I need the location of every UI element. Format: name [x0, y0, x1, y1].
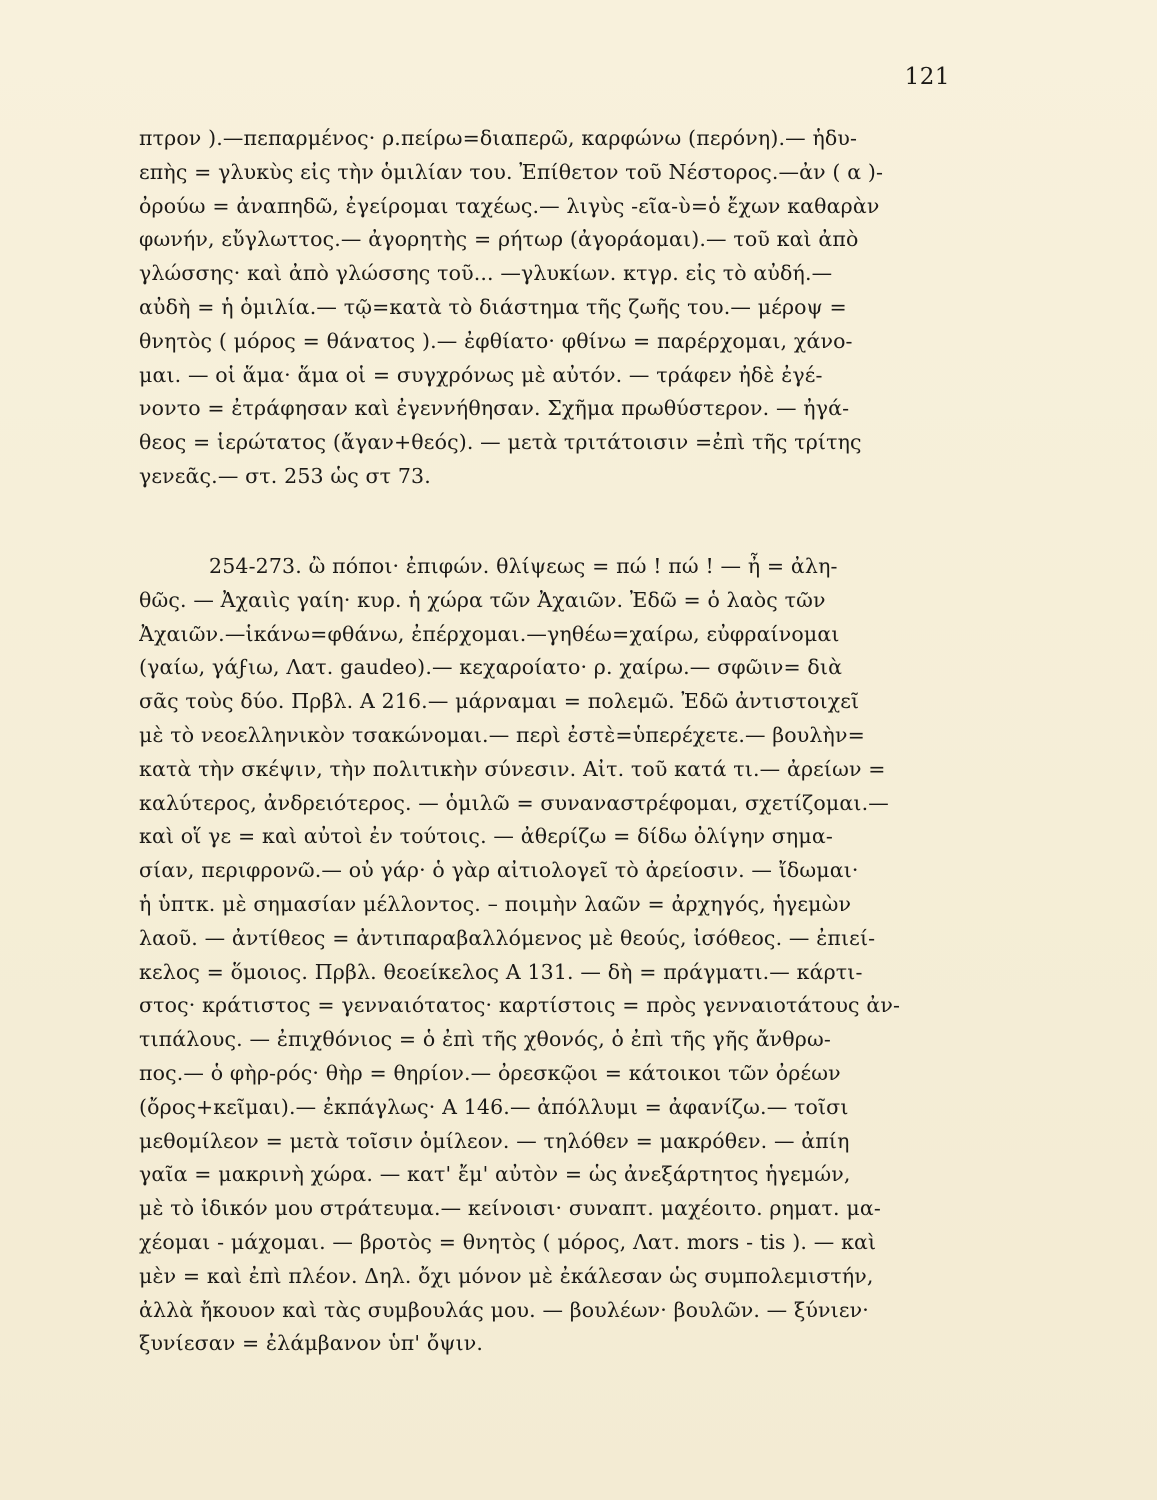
text-line: αὐδὴ = ἡ ὁμιλία.— τῷ=κατὰ τὸ διάστημα τῆς ζωῆς του.— μέροψ =: [139, 294, 847, 319]
text-line: πος.— ὁ φὴρ-ρός· θὴρ = θηρίον.— ὀρεσκῷοι = κάτοικοι τῶν ὀρέων: [139, 1060, 841, 1085]
text-line: γενεᾶς.— στ. 253 ὡς στ 73.: [139, 463, 431, 488]
text-line: σᾶς τοὺς δύο. Πρβλ. Α 216.— μάρναμαι = πολεμῶ. Ἐδῶ ἀντιστοιχεῖ: [139, 689, 860, 714]
text-line: θῶς. — Ἀχαιὶς γαίη· κυρ. ἡ χώρα τῶν Ἀχαιῶν. Ἐδῶ = ὁ λαὸς τῶν: [139, 587, 826, 612]
text-line: καλύτερος, ἀνδρειότερος. — ὁμιλῶ = συναναστρέφομαι, σχετίζομαι.—: [139, 790, 889, 815]
text-line: μεθομίλεον = μετὰ τοῖσιν ὁμίλεον. — τηλόθεν = μακρόθεν. — ἀπίη: [139, 1128, 850, 1153]
paragraph-commentary-2: [139, 550, 981, 1361]
text-line: ἡ ὑπτκ. μὲ σημασίαν μέλλοντος. – ποιμὴν λαῶν = ἀρχηγός, ἡγεμὼν: [139, 891, 852, 916]
text-line: στος· κράτιστος = γενναιότατος· καρτίστοις = πρὸς γενναιοτάτους ἀν-: [139, 993, 901, 1018]
text-line: καὶ οἵ γε = καὶ αὐτοὶ ἐν τούτοις. — ἀθερίζω = δίδω ὀλίγην σημα-: [139, 824, 833, 849]
text-line: κατὰ τὴν σκέψιν, τὴν πολιτικὴν σύνεσιν. Αἰτ. τοῦ κατά τι.— ἀρείων =: [139, 756, 886, 781]
text-line: τιπάλους. — ἐπιχθόνιος = ὁ ἐπὶ τῆς χθονός, ὁ ἐπὶ τῆς γῆς ἄνθρω-: [139, 1027, 831, 1052]
text-line: πτρον ).—πεπαρμένος· ρ.πείρω=διαπερῶ, καρφώνω (περόνη).— ἡδυ-: [139, 126, 858, 150]
text-line: (γαίω, γάϝιω, Λατ. gaudeo).— κεχαροίατο· ρ. χαίρω.— σφῶιν= διὰ: [139, 655, 843, 680]
text-line: γλώσσης· καὶ ἀπὸ γλώσσης τοῦ... —γλυκίων. κτγρ. εἰς τὸ αὐδή.—: [139, 261, 833, 286]
text-line: μαι. — οἱ ἅμα· ἅμα οἱ = συγχρόνως μὲ αὐτόν. — τράφεν ἠδὲ ἐγέ-: [139, 362, 823, 387]
text-line: κελος = ὅμοιος. Πρβλ. θεοείκελος Α 131. — δὴ = πράγματι.— κάρτι-: [139, 959, 863, 984]
text-line: φωνήν, εὔγλωττος.— ἀγορητὴς = ρήτωρ (ἀγοράομαι).— τοῦ καὶ ἀπὸ: [139, 227, 859, 252]
text-line: 254-273. ὢ πόποι· ἐπιφών. θλίψεως = πώ ! πώ ! — ἦ = ἀλη-: [209, 554, 838, 578]
text-line: (ὄρος+κεῖμαι).— ἐκπάγλως· Α 146.— ἀπόλλυμι = ἀφανίζω.— τοῖσι: [139, 1094, 849, 1119]
text-line: μὲν = καὶ ἐπὶ πλέον. Δηλ. ὄχι μόνον μὲ ἐκάλεσαν ὡς συμπολεμιστήν,: [139, 1263, 874, 1288]
text-line: ὀρούω = ἀναπηδῶ, ἐγείρομαι ταχέως.— λιγὺς -εῖα-ὺ=ὁ ἔχων καθαρὰν: [139, 193, 880, 218]
text-line: ἀλλὰ ἤκουον καὶ τὰς συμβουλάς μου. — βουλέων· βουλῶν. — ξύνιεν·: [139, 1297, 869, 1322]
page-number: 121: [904, 64, 950, 90]
paragraph-commentary-1: [139, 122, 981, 494]
text-line: νοντο = ἐτράφησαν καὶ ἐγεννήθησαν. Σχῆμα πρωθύστερον. — ἠγά-: [139, 396, 850, 421]
text-line: σίαν, περιφρονῶ.— οὐ γάρ· ὁ γὰρ αἰτιολογεῖ τὸ ἀρείοσιν. — ἴδωμαι·: [139, 858, 859, 883]
text-line: θεος = ἱερώτατος (ἄγαν+θεός). — μετὰ τριτάτοισιν =ἐπὶ τῆς τρίτης: [139, 430, 862, 455]
text-line: γαῖα = μακρινὴ χώρα. — κατ' ἔμ' αὐτὸν = ὡς ἀνεξάρτητος ἡγεμών,: [139, 1162, 851, 1187]
text-line: Ἀχαιῶν.—ἱκάνω=φθάνω, ἐπέρχομαι.—γηθέω=χαίρω, εὐφραίνομαι: [139, 621, 840, 646]
text-line: μὲ τὸ νεοελληνικὸν τσακώνομαι.— περὶ ἐστὲ=ὑπερέχετε.— βουλὴν=: [139, 722, 865, 747]
text-line: θνητὸς ( μόρος = θάνατος ).— ἐφθίατο· φθίνω = παρέρχομαι, χάνο-: [139, 328, 853, 353]
text-line: χέομαι - μάχομαι. — βροτὸς = θνητὸς ( μόρος, Λατ. mors - tis ). — καὶ: [139, 1229, 877, 1254]
text-line: επὴς = γλυκὺς εἰς τὴν ὁμιλίαν του. Ἐπίθετον τοῦ Νέστορος.—ἀν ( α )-: [139, 159, 884, 184]
text-line: μὲ τὸ ἰδικόν μου στράτευμα.— κείνοισι· συναπτ. μαχέοιτο. ρηματ. μα-: [139, 1196, 881, 1221]
text-line: λαοῦ. — ἀντίθεος = ἀντιπαραβαλλόμενος μὲ θεούς, ἰσόθεος. — ἐπιεί-: [139, 925, 876, 950]
bleed-through-shadow: [735, 480, 995, 520]
text-line: ξυνίεσαν = ἐλάμβανον ὑπ' ὄψιν.: [139, 1331, 484, 1356]
